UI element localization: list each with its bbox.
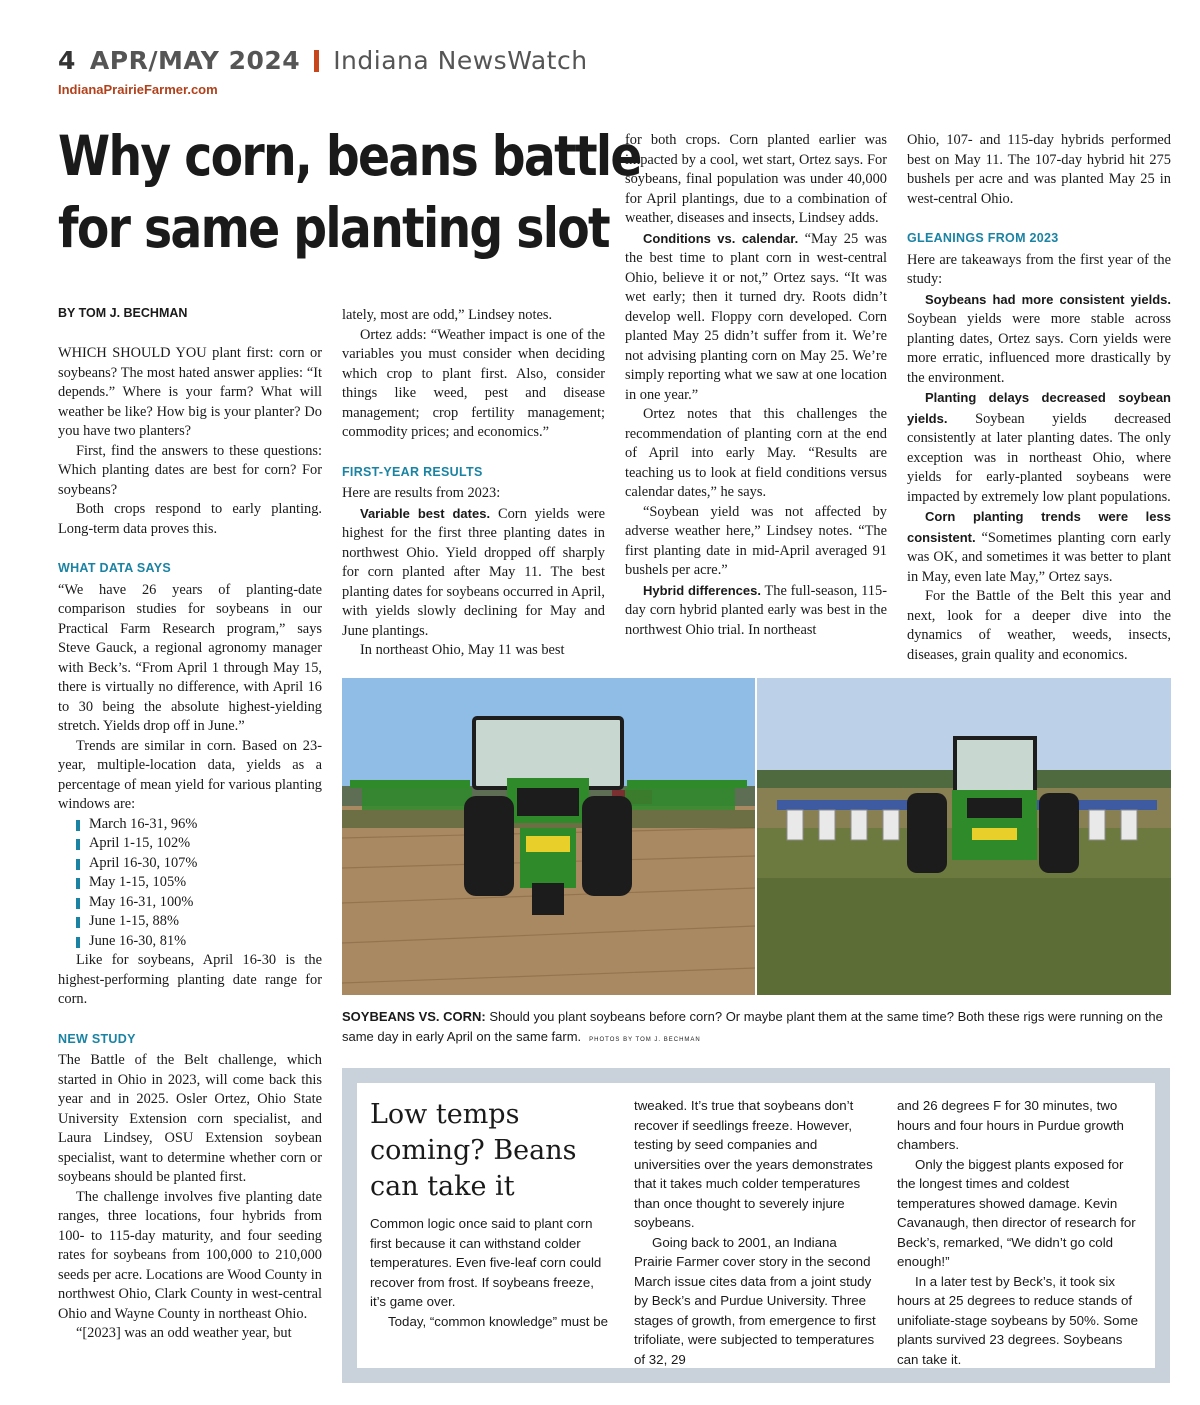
paragraph: and 26 degrees F for 30 minutes, two hours and four hours in Purdue growth chambers.	[897, 1098, 1124, 1152]
paragraph-text: Soybean yields were more stable across planting dates, Ortez says. Corn yields were more erratic, influenced more drastically by the environment.	[907, 311, 1171, 386]
article-column-4	[907, 131, 1171, 665]
paragraph: Here are results from 2023:	[342, 485, 501, 501]
article-column-2	[342, 306, 605, 661]
paragraph: Both crops respond to early planting. Long-term data proves this.	[58, 501, 322, 537]
photo-credit: PHOTOS BY TOM J. BECHMAN	[589, 1037, 701, 1043]
paragraph: lately, most are odd,” Lindsey notes.	[342, 307, 553, 323]
paragraph: Going back to 2001, an Indiana Prairie Farmer cover story in the second March issue cites data from a joint study by Beck’s and Purdue University. Three stages of growth, from emergence to first trifoliate, were subjected to temperatures of 32, 29	[634, 1234, 876, 1367]
paragraph: Only the biggest plants exposed for the longest times and coldest temperatures showed damage. Kevin Cavanaugh, then director of research for Beck’s, remarked, “We didn’t go cold enough!”	[897, 1156, 1136, 1269]
paragraph: Ortez notes that this challenges the recommendation of planting corn at the end of April into early May. “Results are teaching us to look at field conditions versus calendar dates,” he says.	[625, 406, 887, 500]
planting-window-list	[58, 815, 322, 952]
paragraph-text: The full-season, 115-day corn hybrid planted early was best in the northwest Ohio trial. In northeast	[625, 582, 887, 638]
paragraph-text: Corn yields were highest for the first three planting dates in northwest Ohio. Yield dropped off sharply for corn planted after May 11. The best planting dates for soybeans occurred in April, with yields slowly declining for May and June plantings.	[342, 505, 605, 639]
photo-corn-planter	[757, 678, 1171, 995]
issue-date: APR/MAY 2024	[89, 46, 301, 75]
site-link[interactable]: IndianaPrairieFarmer.com	[58, 82, 218, 97]
subhead-new-study: NEW STUDY	[58, 1031, 136, 1046]
paragraph: Trends are similar in corn. Based on 23-year, multiple-location data, yields as a percentage of mean yield for various planting windows are:	[58, 737, 322, 812]
byline: BY TOM J. BECHMAN	[58, 306, 188, 320]
paragraph-text: “May 25 was the best time to plant corn in west-central Ohio, believe it or not,” Ortez says. “It was wet early; then it turned dry. Roots didn’t develop well. Floppy corn developed. Corn planted May 25 didn’t suffer from it. We’re not advising planting corn on May 25. We’re simply reporting what we saw at one location in one year.”	[625, 230, 887, 403]
paragraph: “[2023] was an odd weather year, but	[76, 1325, 292, 1341]
corn-planter-illustration	[757, 678, 1171, 995]
paragraph: Here are takeaways from the first year of the study:	[907, 251, 1171, 287]
paragraph: tweaked. It’s true that soybeans don’t recover if seedlings freeze. However, testing by seed companies and universities over the years demonstrates that it takes much colder temperatures than once thought to severely injure soybeans.	[634, 1098, 873, 1230]
paragraph: Like for soybeans, April 16-30 is the highest-performing planting date range for corn.	[58, 952, 322, 1007]
photo-soybean-planter	[342, 678, 755, 995]
paragraph-text: Soybean yields decreased consistently at later planting dates. The only exception was in northeast Ohio, where yields for early-planted soybeans were impacted by extremely low plant populations.	[907, 410, 1171, 505]
list-item: April 16-30, 107%	[76, 854, 322, 874]
run-in-head: Soybeans had more consistent yields.	[925, 291, 1171, 307]
paragraph: For the Battle of the Belt this year and next, look for a deeper dive into the dynamics of weather, weeds, insects, diseases, grain quality and economics.	[907, 588, 1171, 663]
headline	[58, 120, 641, 264]
article-column-1	[58, 344, 322, 1344]
subhead-gleanings: GLEANINGS FROM 2023	[907, 231, 1059, 245]
sidebar-column-2	[634, 1096, 878, 1369]
paragraph: Common logic once said to plant corn first because it can withstand colder temperatures. Even five-leaf corn could recover from frost. If soybeans freeze, it’s game over.	[370, 1216, 602, 1309]
article-column-3	[625, 131, 887, 640]
soybean-planter-illustration	[342, 678, 755, 995]
paragraph: “Soybean yield was not affected by adverse weather here,” Lindsey notes. “The first planting date in mid-April averaged 91 bushels per acre.”	[625, 503, 887, 578]
sidebar-column-3	[897, 1096, 1143, 1369]
paragraph: Today, “common knowledge” must be	[388, 1313, 608, 1329]
subhead-what-data-says: WHAT DATA SAYS	[58, 561, 171, 575]
header-divider	[314, 50, 319, 72]
subhead-first-year-results: FIRST-YEAR RESULTS	[342, 464, 483, 479]
caption-text: Should you plant soybeans before corn? Or maybe plant them at the same time? Both these rigs were running on the same day in early April on the same farm.	[342, 1009, 1163, 1044]
page-number: 4	[58, 46, 76, 75]
run-in-head: Corn planting trends were less consistent.	[907, 509, 1171, 545]
paragraph: Ortez adds: “Weather impact is one of the variables you must consider when deciding which crop to plant first. Also, consider things like weed, pest and disease management; crop fertility management; commodity prices; and economics.”	[342, 326, 605, 440]
headline-line-1: Why corn, beans battle	[58, 124, 641, 188]
list-item: June 1-15, 88%	[76, 912, 322, 932]
list-item: May 16-31, 100%	[76, 893, 322, 913]
page-header	[58, 46, 588, 75]
run-in-head: Planting delays decreased soybean yields.	[907, 390, 1171, 426]
paragraph: “We have 26 years of planting-date comparison studies for soybeans in our Practical Farm Research program,” says Steve Gauck, a regional agronomy manager with Beck’s. “From April 1 through May 15, there is virtually no difference, with April 16 to 30 being the absolute highest-yielding stretch. Yields drop off in June.”	[58, 581, 322, 734]
caption-lead: SOYBEANS VS. CORN:	[342, 1009, 486, 1024]
paragraph-text: “Sometimes planting corn early was OK, and sometimes it was better to plant in May, even late May,” Ortez says.	[907, 529, 1171, 585]
list-item: June 16-30, 81%	[76, 932, 322, 952]
run-in-head: Hybrid differences.	[643, 582, 761, 598]
paragraph: Ohio, 107- and 115-day hybrids performed best on May 11. The 107-day hybrid hit 275 bushels per acre and was planted May 25 in west-central Ohio.	[907, 132, 1171, 207]
paragraph: The challenge involves five planting date ranges, three locations, four hybrids from 100- to 115-day maturity, and four seeding rates for soybeans from 100,000 to 210,000 seeds per acre. Locations are Wood County in northwest Ohio, Clark County in west-central Ohio and Wayne County in northeast Ohio.	[58, 1188, 322, 1322]
list-item: April 1-15, 102%	[76, 834, 322, 854]
paragraph: WHICH SHOULD YOU plant first: corn or soybeans? The most hated answer applies: “It depends.” Where is your farm? What will weather be like? How big is your planter? Do you have two planters?	[58, 345, 322, 439]
photo-caption	[342, 1007, 1172, 1050]
paragraph: First, find the answers to these questions: Which planting dates are best for corn? For soybeans?	[58, 442, 322, 498]
list-item: May 1-15, 105%	[76, 873, 322, 893]
sidebar-title: Low temps coming? Beans can take it	[370, 1099, 577, 1202]
paragraph: for both crops. Corn planted earlier was impacted by a cool, wet start, Ortez says. For soybeans, final population was under 40,000 for April plantings, due to a combination of weather, diseases and insects, Lindsey adds.	[625, 132, 887, 226]
sidebar-column-1	[370, 1214, 610, 1331]
run-in-head: Conditions vs. calendar.	[643, 230, 799, 246]
run-in-head: Variable best dates.	[360, 505, 491, 521]
paragraph: The Battle of the Belt challenge, which started in Ohio in 2023, will come back this year and in 2025. Osler Ortez, Ohio State University Extension corn specialist, and Laura Lindsey, OSU Extension soybean specialist, want to determine whether corn or soybeans should be planted first.	[58, 1052, 322, 1185]
paragraph: In northeast Ohio, May 11 was best	[360, 642, 565, 658]
section-name: Indiana NewsWatch	[333, 46, 588, 75]
headline-line-2: for same planting slot	[58, 196, 609, 260]
paragraph: In a later test by Beck’s, it took six hours at 25 degrees to reduce stands of unifoliate-stage soybeans by 50%. Some plants survived 23 degrees. Soybeans can take it.	[897, 1273, 1138, 1367]
list-item: March 16-31, 96%	[76, 815, 322, 835]
